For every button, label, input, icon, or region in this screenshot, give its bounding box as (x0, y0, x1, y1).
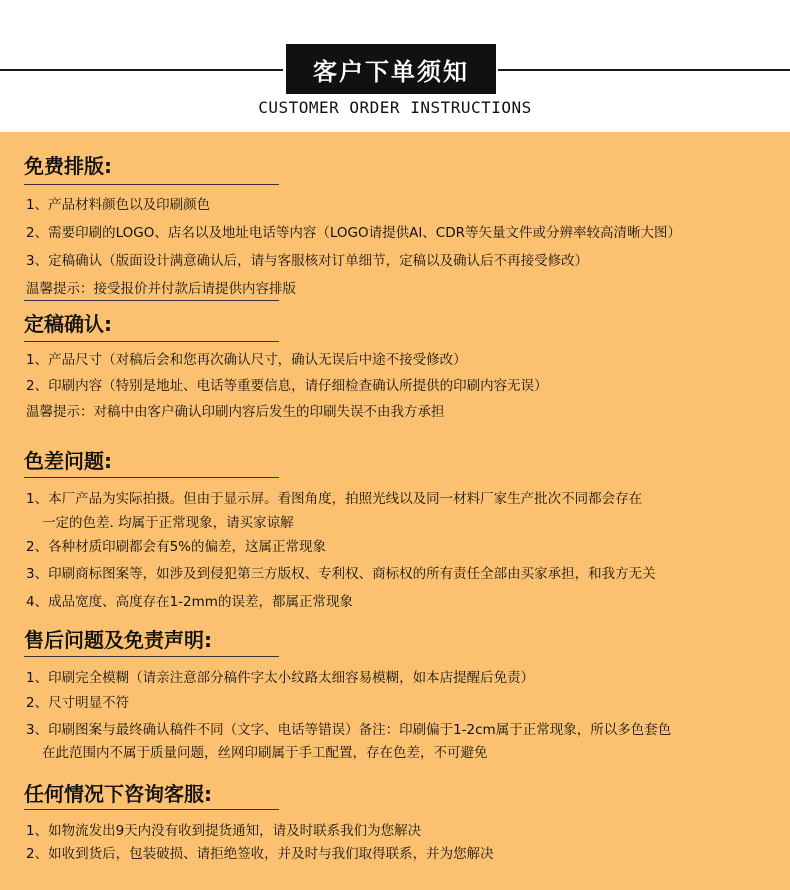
page-title: 客户下单须知 (286, 44, 496, 94)
list-item: 1、产品尺寸（对稿后会和您再次确认尺寸，确认无误后中途不接受修改） (26, 352, 467, 368)
list-item: 1、印刷完全模糊（请亲注意部分稿件字太小纹路太细容易模糊，如本店提醒后免责） (26, 670, 535, 686)
list-item: 2、如收到货后，包装破损、请拒绝签收，并及时与我们取得联系，并为您解决 (26, 846, 494, 862)
section-underline (24, 341, 279, 342)
section-title: 定稿确认: (24, 312, 112, 336)
section-title: 色差问题: (24, 449, 112, 473)
section-title: 售后问题及免责声明: (24, 628, 212, 652)
list-item: 2、印刷内容（特别是地址、电话等重要信息，请仔细检查确认所提供的印刷内容无误） (26, 378, 548, 394)
list-item: 2、需要印刷的LOGO、店名以及地址电话等内容（LOGO请提供AI、CDR等矢量文件或分辨率较高清晰大图） (26, 225, 682, 241)
list-item: 2、各种材质印刷都会有5%的偏差，这属正常现象 (26, 539, 327, 555)
list-item-continuation: 在此范围内不属于质量问题，丝网印刷属于手工配置，存在色差，不可避免 (42, 745, 488, 761)
list-item: 1、产品材料颜色以及印刷颜色 (26, 197, 211, 213)
section-title: 任何情况下咨询客服: (24, 782, 212, 806)
header (0, 0, 790, 132)
header-rule-right (498, 69, 790, 71)
list-item: 3、定稿确认（版面设计满意确认后，请与客服核对订单细节，定稿以及确认后不再接受修改） (26, 253, 589, 269)
warm-tip: 温馨提示：对稿中由客户确认印刷内容后发生的印刷失误不由我方承担 (26, 404, 445, 420)
list-item: 3、印刷图案与最终确认稿件不同（文字、电话等错误）备注：印刷偏于1-2cm属于正常现象，所以多色套色 (26, 722, 672, 738)
list-item-continuation: 一定的色差. 均属于正常现象，请买家谅解 (42, 515, 294, 531)
section-divider (24, 300, 279, 301)
section-underline (24, 477, 279, 478)
section-underline (24, 184, 279, 185)
section-underline (24, 809, 279, 810)
list-item: 1、本厂产品为实际拍摄。但由于显示屏。看图角度，拍照光线以及同一材料厂家生产批次不同都会存在 (26, 491, 643, 507)
header-rule-left (0, 69, 283, 71)
list-item: 1、如物流发出9天内没有收到提货通知，请及时联系我们为您解决 (26, 823, 422, 839)
list-item: 4、成品宽度、高度存在1-2mm的误差，都属正常现象 (26, 594, 353, 610)
list-item: 2、尺寸明显不符 (26, 695, 130, 711)
list-item: 3、印刷商标图案等，如涉及到侵犯第三方版权、专利权、商标权的所有责任全部由买家承担，和我方无关 (26, 566, 656, 582)
warm-tip: 温馨提示：接受报价并付款后请提供内容排版 (26, 281, 296, 297)
page-subtitle: CUSTOMER ORDER INSTRUCTIONS (258, 98, 532, 117)
section-underline (24, 656, 279, 657)
section-title: 免费排版: (24, 154, 112, 178)
instructions-panel (0, 132, 790, 890)
